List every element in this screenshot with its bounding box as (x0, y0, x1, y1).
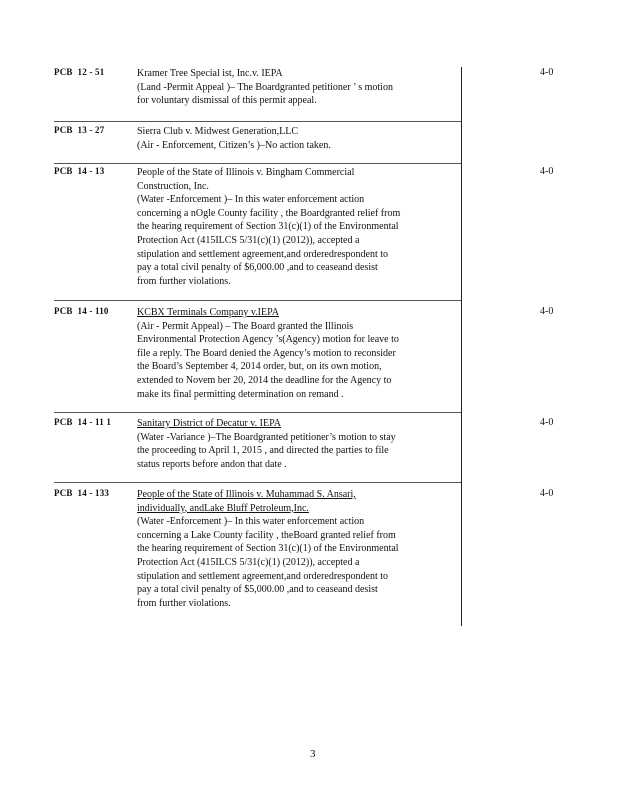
page-number: 3 (310, 748, 316, 760)
case-body-line: the Board’s September 4, 2014 order, but, on its own motion, (137, 361, 382, 373)
case-body-line: Protection Act (415ILCS 5/31(c)(1) (2012)), accepted a (137, 234, 360, 246)
docket-number: PCB 14 - 11 1 (54, 417, 112, 427)
case-title-line: Construction, Inc. (137, 180, 209, 192)
case-body-line: Protection Act (415ILCS 5/31(c)(1) (2012)), accepted a (137, 556, 360, 568)
vote-tally: 4-0 (540, 67, 554, 78)
case-body-line: (Water -Variance )–The Boardgranted petitioner’s motion to stay (137, 431, 396, 443)
case-body-line: (Water -Enforcement )– In this water enforcement action (137, 194, 365, 206)
case-title-line: Sanitary District of Decatur v. IEPA (137, 418, 281, 429)
case-description (137, 306, 467, 401)
case-description (137, 125, 467, 152)
docket-number: PCB 13 - 27 (54, 125, 105, 135)
case-body-line: file a reply. The Board denied the Agency’s motion to reconsider (137, 347, 396, 359)
case-body-line: concerning a Lake County facility , theBoard granted relief from (137, 529, 396, 541)
case-body-line: stipulation and settlement agreement,and orderedrespondent to (137, 570, 389, 582)
case-body-line: the proceeding to April 1, 2015 , and directed the parties to file (137, 445, 389, 457)
case-body-line: status reports before andon that date . (137, 458, 287, 470)
case-title-line: Kramer Tree Special ist, Inc.v. IEPA (137, 68, 283, 79)
case-description (137, 417, 467, 471)
case-body-line: the hearing requirement of Section 31(c)(1) of the Environmental (137, 543, 399, 555)
row-divider (54, 482, 461, 483)
case-body-line: from further violations. (137, 597, 231, 609)
docket-number: PCB 14 - 110 (54, 306, 109, 316)
row-divider (54, 121, 461, 122)
case-title-line: KCBX Terminals Company v.IEPA (137, 307, 279, 318)
case-body-line: concerning a nOgle County facility , the Boardgranted relief from (137, 207, 401, 219)
case-body-line: (Land -Permit Appeal )– The Boardgranted petitioner ’ s motion (137, 81, 393, 93)
docket-number: PCB 12 - 51 (54, 67, 105, 77)
case-body-line: (Air - Permit Appeal) – The Board granted the Illinois (137, 320, 354, 332)
case-body-line: pay a total civil penalty of $5,000.00 ,and to ceaseand desist (137, 584, 378, 596)
case-title-line: People of the State of Illinois v. Muhammad S. Ansari, (137, 489, 356, 500)
case-body-line: the hearing requirement of Section 31(c)(1) of the Environmental (137, 221, 399, 233)
case-title-line: Sierra Club v. Midwest Generation,LLC (137, 126, 298, 137)
row-divider (54, 163, 461, 164)
vote-tally: 4-0 (540, 166, 554, 177)
vote-tally: 4-0 (540, 417, 554, 428)
case-body-line: extended to Novem ber 20, 2014 the deadline for the Agency to (137, 374, 392, 386)
row-divider (54, 412, 461, 413)
case-body-line: from further violations. (137, 275, 231, 287)
case-body-line: stipulation and settlement agreement,and orderedrespondent to (137, 248, 389, 260)
docket-number: PCB 14 - 13 (54, 166, 105, 176)
case-description (137, 67, 467, 108)
vote-tally: 4-0 (540, 306, 554, 317)
case-title-line: individually, andLake Bluff Petroleum,Inc. (137, 502, 309, 514)
docket-number: PCB 14 - 133 (54, 488, 110, 498)
case-description (137, 488, 467, 610)
case-body-line: make its final permitting determination on remand . (137, 388, 344, 400)
case-title-line: People of the State of Illinois v. Bingham Commercial (137, 167, 355, 178)
row-divider (54, 300, 461, 301)
case-description (137, 166, 467, 288)
case-body-line: Environmental Protection Agency ’s(Agency) motion for leave to (137, 334, 399, 346)
case-body-line: pay a total civil penalty of $6,000.00 ,and to ceaseand desist (137, 262, 378, 274)
case-body-line: for voluntary dismissal of this permit appeal. (137, 95, 317, 107)
case-body-line: (Water -Enforcement )– In this water enforcement action (137, 516, 365, 528)
case-body-line: (Air - Enforcement, Citizen’s )–No action taken. (137, 139, 331, 151)
vote-tally: 4-0 (540, 488, 554, 499)
